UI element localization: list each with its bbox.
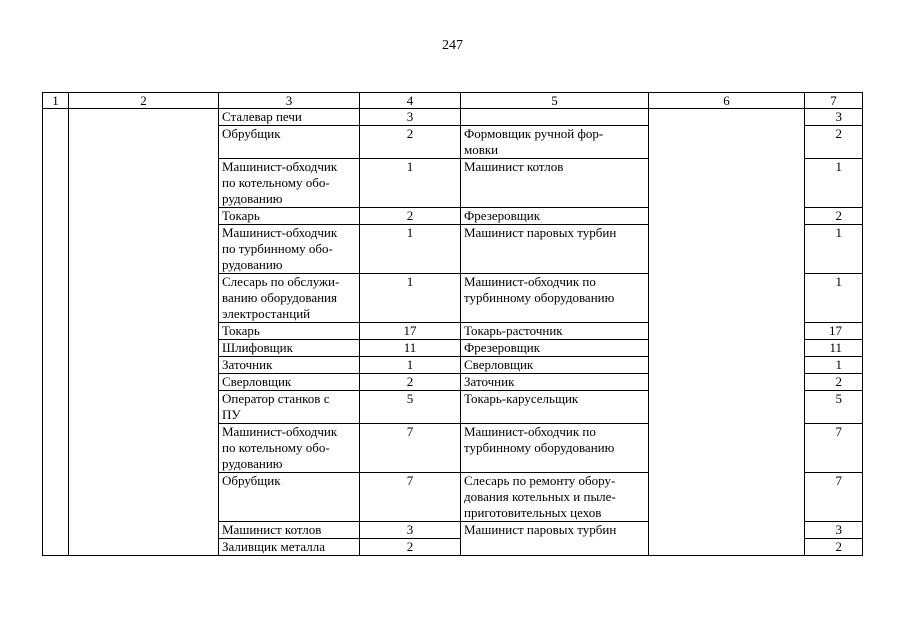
profession-cell: Машинист котлов [219,522,360,539]
count-cell: 7 [360,473,461,522]
column-header-5: 5 [461,93,649,109]
total-cell: 1 [805,225,863,274]
target-profession-cell [461,109,649,126]
profession-cell: Сталевар печи [219,109,360,126]
target-profession-cell: Машинист-обходчик по турбинному оборудованию [461,424,649,473]
profession-cell: Сверловщик [219,374,360,391]
merged-cell-col2 [69,109,219,556]
total-cell: 2 [805,539,863,556]
total-cell: 2 [805,208,863,225]
count-cell: 2 [360,374,461,391]
occupations-table [42,92,863,556]
profession-cell: Машинист-обходчик по котельному обо- рудованию [219,159,360,208]
count-cell: 7 [360,424,461,473]
count-cell: 3 [360,522,461,539]
merged-cell-col1 [43,109,69,556]
column-header-6: 6 [649,93,805,109]
target-profession-cell: Машинист паровых турбин [461,225,649,274]
count-cell: 1 [360,274,461,323]
total-cell: 11 [805,340,863,357]
profession-cell: Шлифовщик [219,340,360,357]
total-cell: 1 [805,274,863,323]
header-row [43,93,863,109]
target-profession-cell: Токарь-карусельщик [461,391,649,424]
target-profession-cell: Фрезеровщик [461,208,649,225]
total-cell: 17 [805,323,863,340]
profession-cell: Токарь [219,208,360,225]
total-cell: 2 [805,126,863,159]
profession-cell: Машинист-обходчик по турбинному обо- рудованию [219,225,360,274]
column-header-4: 4 [360,93,461,109]
count-cell: 17 [360,323,461,340]
column-header-1: 1 [43,93,69,109]
column-header-2: 2 [69,93,219,109]
total-cell: 7 [805,424,863,473]
count-cell: 1 [360,225,461,274]
profession-cell: Заливщик металла [219,539,360,556]
target-profession-cell: Сверловщик [461,357,649,374]
target-profession-cell: Формовщик ручной фор- мовки [461,126,649,159]
profession-cell: Обрубщик [219,126,360,159]
count-cell: 1 [360,159,461,208]
target-profession-cell: Токарь-расточник [461,323,649,340]
target-profession-cell: Слесарь по ремонту обору- дования котельных и пыле- приготовительных цехов [461,473,649,522]
target-profession-cell: Машинист котлов [461,159,649,208]
profession-cell: Оператор станков с ПУ [219,391,360,424]
total-cell: 3 [805,109,863,126]
total-cell: 2 [805,374,863,391]
total-cell: 1 [805,159,863,208]
profession-cell: Машинист-обходчик по котельному обо- рудованию [219,424,360,473]
total-cell: 5 [805,391,863,424]
profession-cell: Токарь [219,323,360,340]
target-profession-cell: Заточник [461,374,649,391]
page-number: 247 [442,38,463,53]
count-cell: 11 [360,340,461,357]
count-cell: 2 [360,539,461,556]
merged-cell-col6 [649,109,805,556]
column-header-3: 3 [219,93,360,109]
profession-cell: Слесарь по обслужи- ванию оборудования электростанций [219,274,360,323]
count-cell: 5 [360,391,461,424]
count-cell: 1 [360,357,461,374]
total-cell: 3 [805,522,863,539]
profession-cell: Обрубщик [219,473,360,522]
profession-cell: Заточник [219,357,360,374]
column-header-7: 7 [805,93,863,109]
total-cell: 7 [805,473,863,522]
table-row [43,109,863,126]
count-cell: 2 [360,208,461,225]
target-profession-cell: Фрезеровщик [461,340,649,357]
target-profession-cell: Машинист-обходчик по турбинному оборудованию [461,274,649,323]
count-cell: 3 [360,109,461,126]
count-cell: 2 [360,126,461,159]
target-profession-cell: Машинист паровых турбин [461,522,649,556]
total-cell: 1 [805,357,863,374]
